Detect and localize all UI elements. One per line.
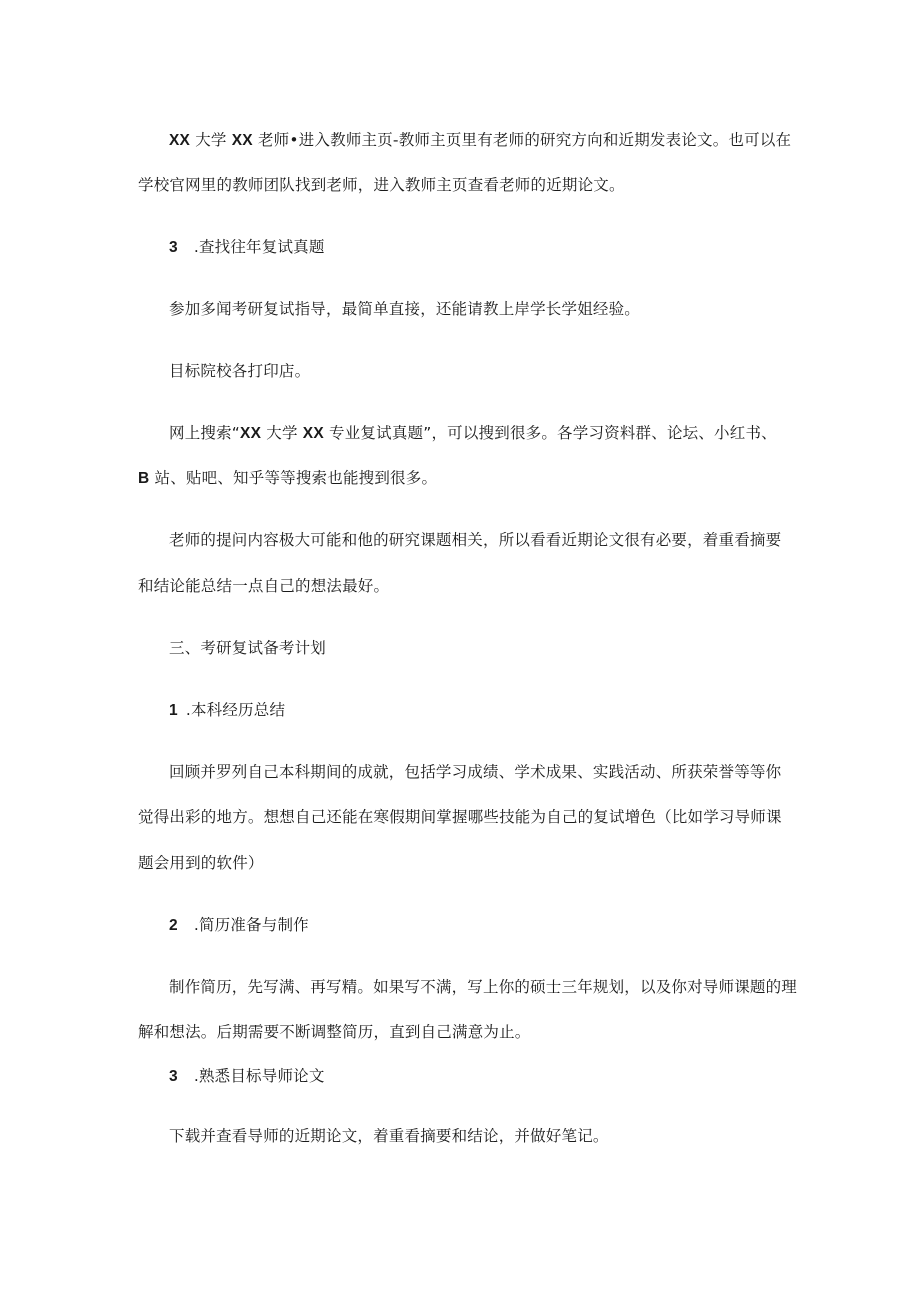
- text-rest: 专业复试真题”，可以搜到很多。各学习资料群、论坛、小红书、: [329, 424, 777, 442]
- text-xx: XX: [169, 132, 191, 149]
- heading-undergrad-summary: [169, 700, 285, 721]
- paragraph-online-search-line2: [138, 468, 437, 489]
- paragraph-achievements-line1: 回顾并罗列自己本科期间的成就，包括学习成绩、学术成果、实践活动、所获荣誉等等你: [169, 763, 782, 781]
- paragraph-achievements-line3: 题会用到的软件）: [138, 854, 264, 872]
- paragraph-achievements-line2: 觉得出彩的地方。想想自己还能在寒假期间掌握哪些技能为自己的复试增色（比如学习导师课: [138, 808, 782, 826]
- text-rest: 老师•进入教师主页-教师主页里有老师的研究方向和近期发表论文。也可以在: [257, 131, 792, 149]
- text-daxue: 大学: [266, 424, 298, 442]
- text-xx: XX: [302, 425, 324, 442]
- heading-advisor-papers: [169, 1066, 325, 1087]
- paragraph-research-topics-line2: 和结论能总结一点自己的想法最好。: [138, 577, 390, 595]
- heading-find-past-exams: [169, 237, 325, 258]
- heading-number: 3: [169, 1068, 178, 1085]
- paragraph-print-shops: 目标院校各打印店。: [169, 362, 311, 380]
- heading-number: 1: [169, 702, 178, 719]
- paragraph-download-papers: 下载并查看导师的近期论文，着重看摘要和结论，并做好笔记。: [169, 1127, 609, 1145]
- heading-text: .熟悉目标导师论文: [193, 1067, 325, 1085]
- section-heading-plan: 三、考研复试备考计划: [169, 639, 327, 657]
- text-xx: XX: [231, 132, 253, 149]
- text-daxue: 大学: [195, 131, 227, 149]
- text-b: B: [138, 470, 150, 487]
- paragraph-duowen-guidance: 参加多闻考研复试指导，最简单直接，还能请教上岸学长学姐经验。: [169, 300, 641, 318]
- paragraph-research-topics-line1: 老师的提问内容极大可能和他的研究课题相关，所以看看近期论文很有必要，着重看摘要: [169, 531, 782, 549]
- text-prefix: 网上搜索“: [169, 424, 241, 442]
- paragraph-resume-line1: 制作简历，先写满、再写精。如果写不满，写上你的硕士三年规划，以及你对导师课题的理: [169, 978, 798, 996]
- heading-text: .查找往年复试真题: [193, 238, 325, 256]
- heading-text: .简历准备与制作: [193, 916, 309, 934]
- paragraph-teacher-homepage-line1: [169, 130, 791, 151]
- paragraph-resume-line2: 解和想法。后期需要不断调整简历，直到自己满意为止。: [138, 1023, 531, 1041]
- heading-resume-prep: [169, 915, 309, 936]
- paragraph-online-search-line1: [169, 423, 777, 444]
- heading-number: 2: [169, 917, 178, 934]
- text-xx: XX: [240, 425, 262, 442]
- heading-number: 3: [169, 239, 178, 256]
- paragraph-teacher-homepage-line2: 学校官网里的教师团队找到老师，进入教师主页查看老师的近期论文。: [138, 176, 625, 194]
- text-rest: 站、贴吧、知乎等等搜索也能搜到很多。: [154, 469, 438, 487]
- heading-text: .本科经历总结: [185, 701, 286, 719]
